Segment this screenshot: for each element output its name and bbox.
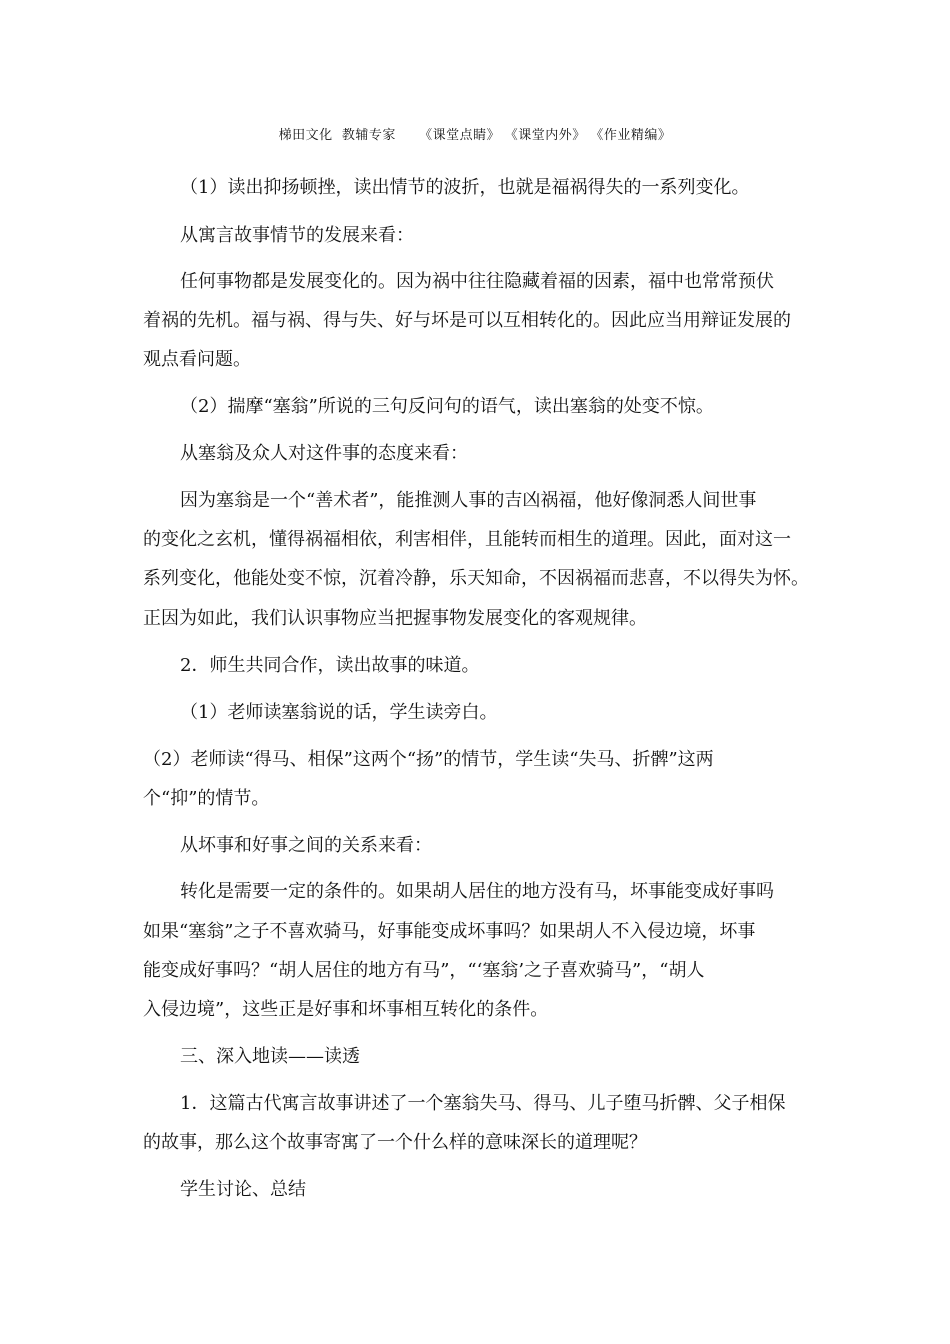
text-line: 从塞翁及众人对这件事的态度来看：	[180, 443, 468, 464]
text-line: （2）老师读“得马、相保”这两个“扬”的情节，学生读“失马、折髀”这两	[143, 749, 714, 770]
text-line: 如果“塞翁”之子不喜欢骑马，好事能变成坏事吗？如果胡人不入侵边境，坏事	[143, 921, 756, 942]
text-line: 从坏事和好事之间的关系来看：	[180, 835, 432, 856]
page-header: 梯田文化 教辅专家 《课堂点睛》 《课堂内外》 《作业精编》	[278, 128, 672, 143]
text-line: 正因为如此，我们认识事物应当把握事物发展变化的客观规律。	[143, 608, 647, 629]
text-line: （1）读出抑扬顿挫，读出情节的波折，也就是福祸得失的一系列变化。	[180, 177, 750, 198]
text-line: 的故事，那么这个故事寄寓了一个什么样的意味深长的道理呢？	[143, 1132, 647, 1153]
text-line: 能变成好事吗？“胡人居住的地方有马”，“‘塞翁’之子喜欢骑马”，“胡人	[143, 960, 705, 981]
text-line: 系列变化，他能处变不惊，沉着冷静，乐天知命，不因祸福而悲喜，不以得失为怀。	[143, 568, 809, 589]
text-line: 观点看问题。	[143, 349, 251, 370]
text-line: 的变化之玄机，懂得祸福相依，利害相伴，且能转而相生的道理。因此，面对这一	[143, 529, 791, 550]
text-line: 入侵边境”，这些正是好事和坏事相互转化的条件。	[143, 999, 549, 1020]
text-line: 从寓言故事情节的发展来看：	[180, 225, 414, 246]
text-line: 2．师生共同合作，读出故事的味道。	[180, 655, 480, 676]
text-line: 1．这篇古代寓言故事讲述了一个塞翁失马、得马、儿子堕马折髀、父子相保	[180, 1093, 786, 1114]
text-line: 着祸的先机。福与祸、得与失、好与坏是可以互相转化的。因此应当用辩证发展的	[143, 310, 791, 331]
text-line: 因为塞翁是一个“善术者”，能推测人事的吉凶祸福，他好像洞悉人间世事	[180, 490, 757, 511]
section-heading: 三、深入地读——读透	[180, 1046, 360, 1067]
text-line: 转化是需要一定的条件的。如果胡人居住的地方没有马，坏事能变成好事吗	[180, 881, 774, 902]
text-line: （2）揣摩“塞翁”所说的三句反问句的语气，读出塞翁的处变不惊。	[180, 396, 714, 417]
text-line: （1）老师读塞翁说的话，学生读旁白。	[180, 702, 498, 723]
text-line: 任何事物都是发展变化的。因为祸中往往隐藏着福的因素，福中也常常预伏	[180, 271, 774, 292]
text-line: 个“抑”的情节。	[143, 788, 270, 809]
text-line: 学生讨论、总结	[180, 1179, 306, 1200]
